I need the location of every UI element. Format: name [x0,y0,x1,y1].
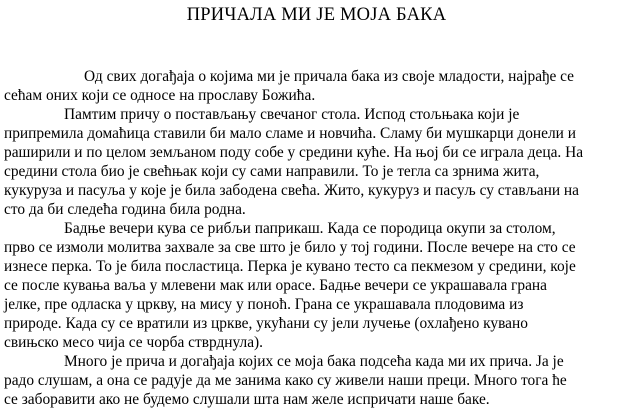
document-title: ПРИЧАЛА МИ ЈЕ МОЈА БАКА [186,5,447,25]
paragraph-line: кукуруза и пасуља у које је била забодена свећа. Жито, кукуруз и пасуљ су стављани на [4,182,579,199]
paragraph-line: се после кувања ваља у млевени мак или орасе. Бадње вечери се украшавала грана [4,277,547,294]
paragraph-line: припремила домаћица ставили би мало сламе и новчића. Сламу би мушкарци донели и [4,125,576,142]
paragraph-line: прво се измоли молитва захвале за све што је било у тој години. После вечере на сто се [4,239,576,256]
paragraph-line: радо слушам, а она се радује да ме занима како су живели наши преци. Много тога ће [4,372,567,389]
paragraph-line: Памтим причу о постављању свечаног стола. Испод стољњака који је [64,106,520,123]
paragraph-line: се заборавити ако не будемо слушали шта нам желе испричати наше баке. [4,391,490,408]
paragraph-line: сећам оних који се односе на прославу Божића. [4,87,316,104]
paragraph-line: сто да би следећа година била родна. [4,201,246,218]
paragraph-line: Бадње вечери кува се рибљи паприкаш. Када се породица окупи за столом, [64,220,556,237]
paragraph-line: природе. Када су се вратили из цркве, укућани су јели лучење (охлађено кувано [4,315,528,332]
paragraph-line: Много је прича и догађаја којих се моја бака подсећа када ми их прича. Ја је [64,353,564,370]
paragraph-line: јелке, пре одласка у цркву, на мису у поноћ. Грана се украшавала плодовима из [4,296,524,313]
paragraph-line: средини стола био је свећњак који су сами направили. То је тегла са зрнима жита, [4,163,540,180]
paragraph-line: свињско месо чија се чорба стврднула). [4,334,264,351]
paragraph-line: Од свих догађаја о којима ми је причала бака из своје младости, најрађе се [84,68,574,85]
paragraph-line: раширили и по целом земљаном поду собе у средини куће. На њој би се играла деца. На [4,144,584,161]
paragraph-line: изнесе перка. То је била посластица. Перка је кувано тесто са пекмезом у средини, које [4,258,576,275]
